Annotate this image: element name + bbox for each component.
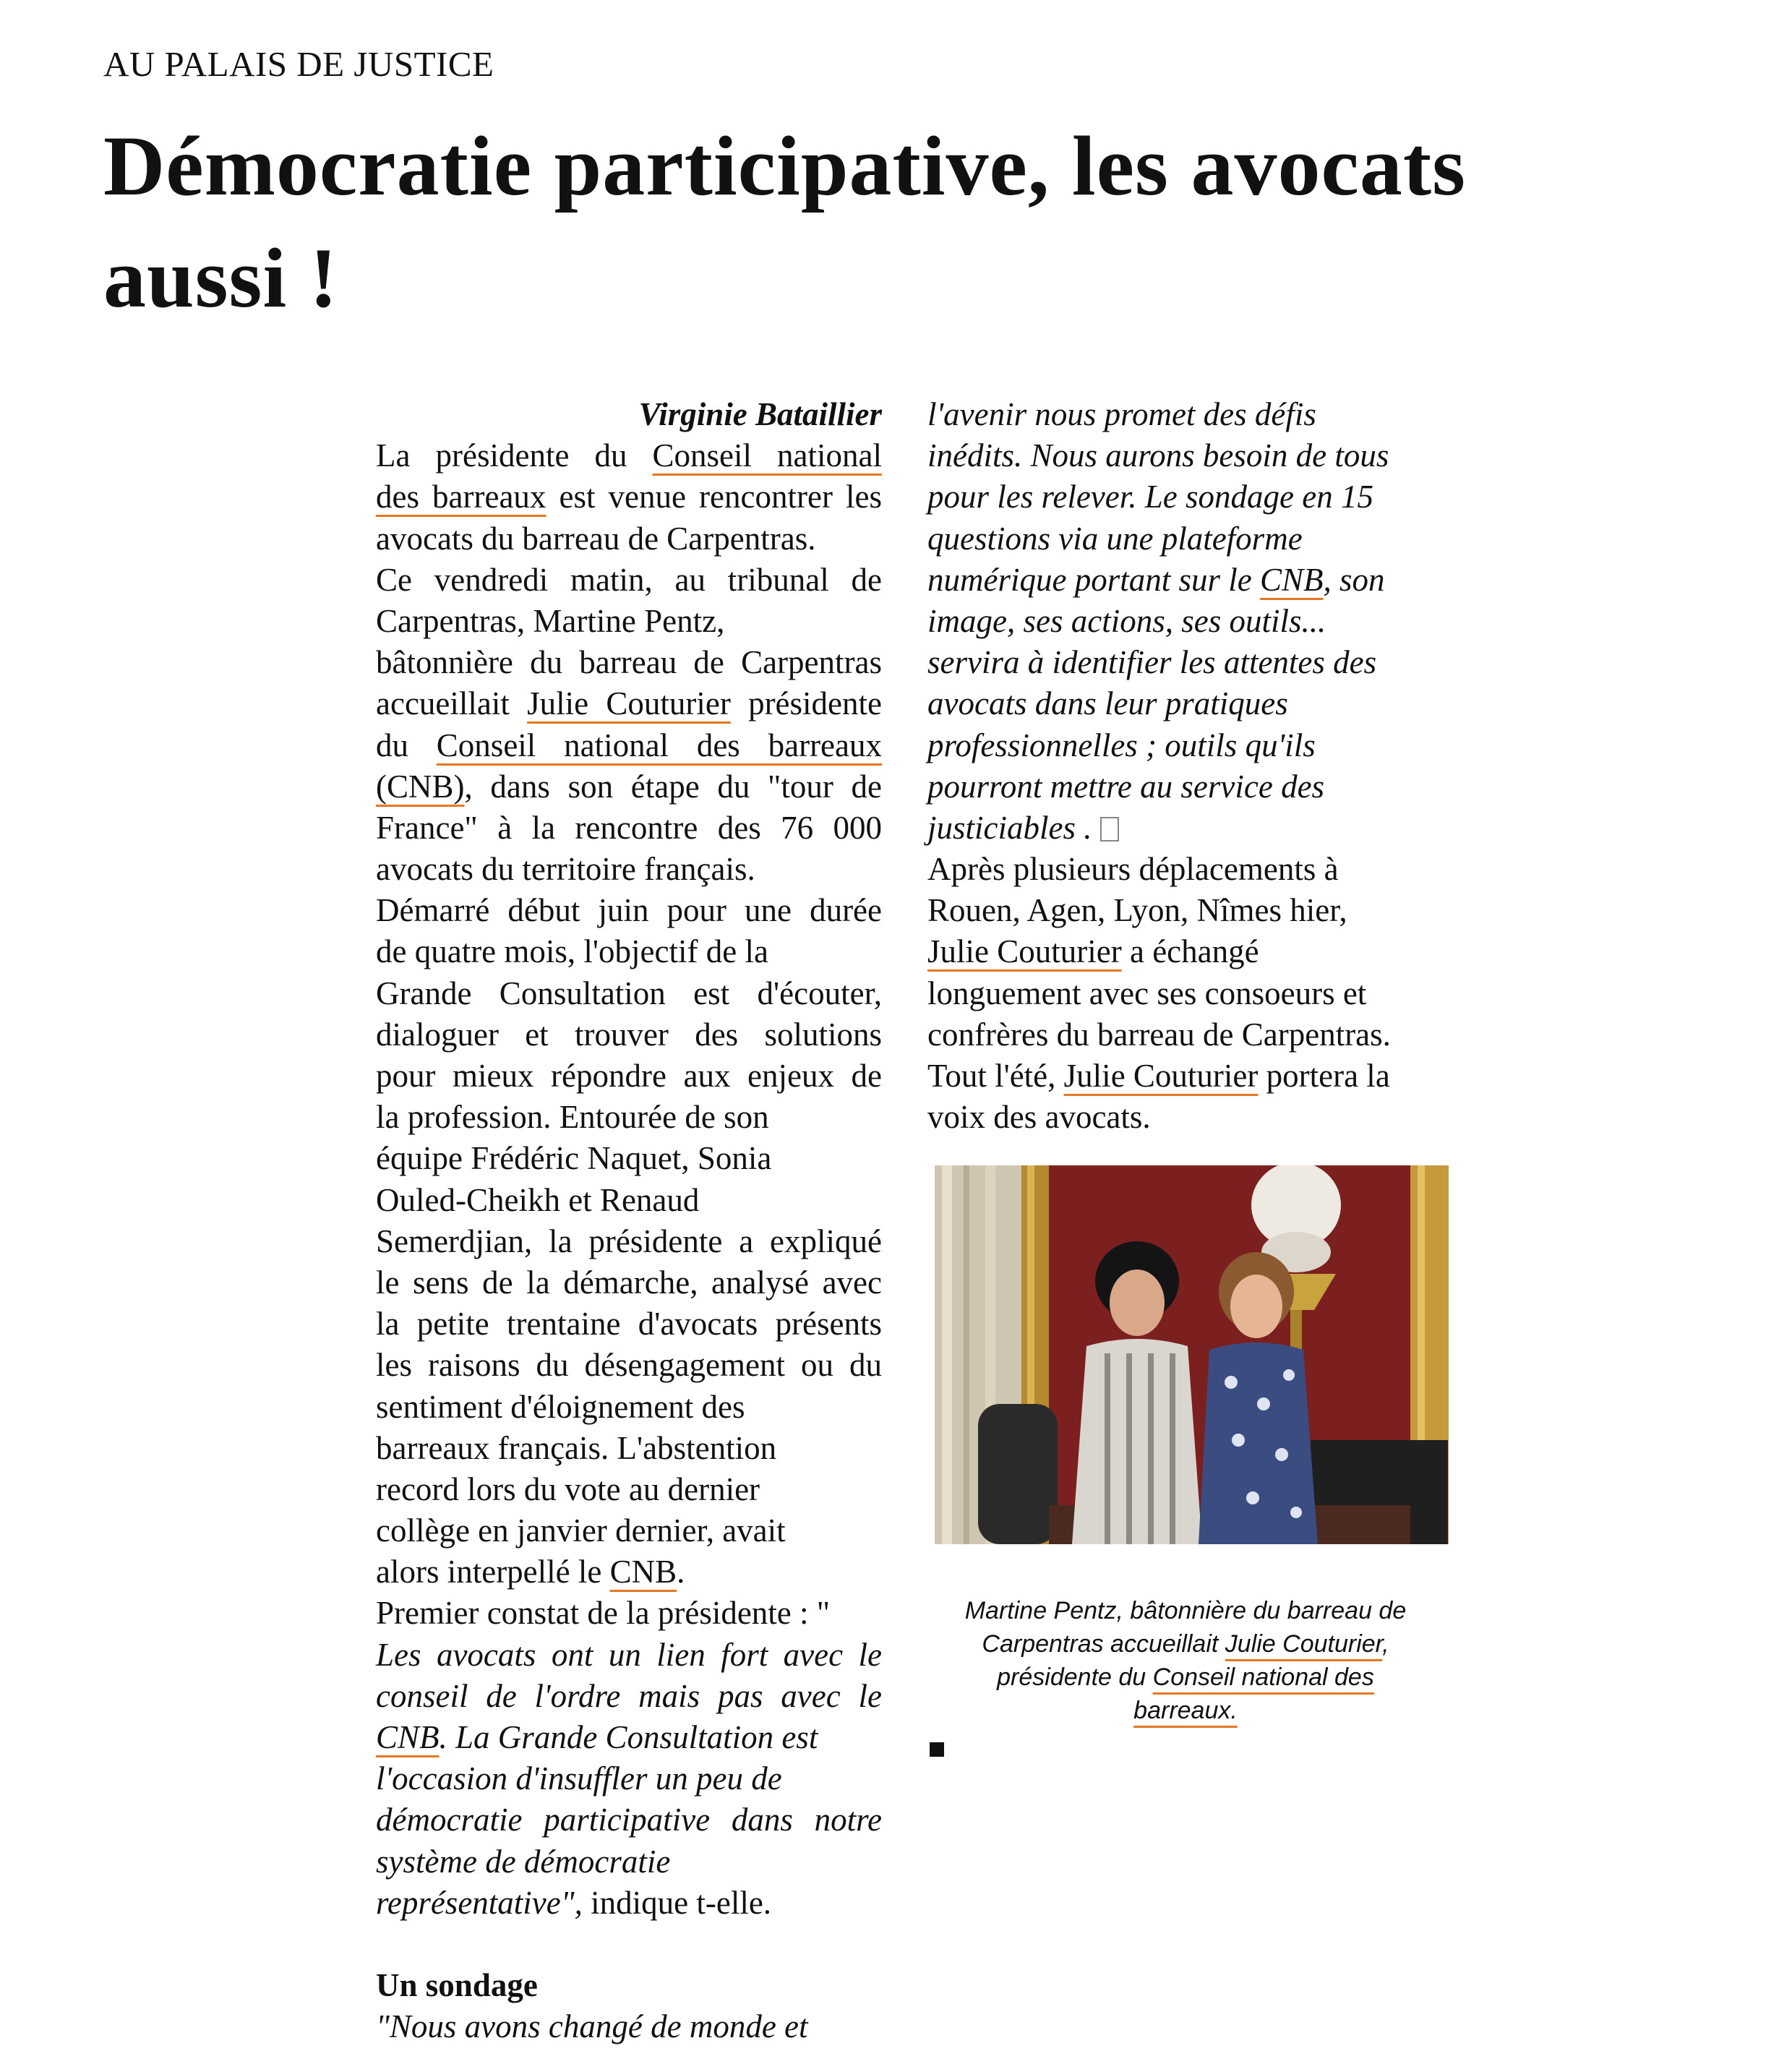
text-line: des barreaux est venue rencontrer les [376, 479, 882, 515]
text-line: record lors du vote au dernier [376, 1470, 760, 1507]
quote-line: pourront mettre au service des [927, 768, 1325, 805]
quote-line: questions via une plateforme [927, 520, 1303, 557]
quote-line: démocratie participative dans notre [376, 1802, 882, 1838]
linked-term[interactable]: CNB [376, 1719, 440, 1755]
quote-line: inédits. Nous aurons besoin de tous [927, 437, 1389, 474]
text-line: la profession. Entourée de son [376, 1099, 769, 1136]
linked-term[interactable]: Julie Couturier [527, 685, 731, 722]
quote-line: pour les relever. Le sondage en 15 [927, 479, 1373, 515]
text-line: du Conseil national des barreaux [376, 727, 882, 763]
headline-line-1: Démocratie participative, les avocats [103, 119, 1467, 213]
text-line: Démarré début juin pour une durée [376, 892, 882, 929]
linked-term[interactable]: Conseil national des [1152, 1663, 1374, 1691]
text-line: avocats du territoire français. [376, 851, 755, 888]
quote-line: l'occasion d'insuffler un peu de [376, 1760, 782, 1797]
text-line: équipe Frédéric Naquet, Sonia [376, 1140, 772, 1177]
text-line: Premier constat de la présidente : " [376, 1595, 831, 1632]
text-line: les raisons du désengagement ou du [376, 1347, 882, 1384]
text-line: le sens de la démarche, analysé avec [376, 1264, 882, 1301]
linked-term[interactable]: barreaux. [1133, 1697, 1238, 1724]
section-rubric: AU PALAIS DE JUSTICE [103, 44, 494, 84]
author-byline: Virginie Bataillier [638, 396, 882, 432]
text-line: confrères du barreau de Carpentras. [927, 1016, 1391, 1053]
end-of-article-mark [930, 1742, 944, 1757]
quote-line: système de démocratie [376, 1843, 671, 1880]
text-line: longuement avec ses consoeurs et [927, 975, 1367, 1011]
linked-term[interactable]: CNB [609, 1554, 677, 1590]
linked-term[interactable]: des barreaux [376, 479, 546, 515]
linked-term[interactable]: Julie Couturier [927, 933, 1122, 970]
text-line: Après plusieurs déplacements à [927, 851, 1339, 888]
text-line: barreaux français. L'abstention [376, 1429, 777, 1466]
text-line: Rouen, Agen, Lyon, Nîmes hier, [927, 892, 1347, 929]
text-line: de quatre mois, l'objectif de la [376, 933, 768, 970]
headline-line-2: aussi ! [103, 231, 339, 325]
article-column-left [376, 394, 882, 2048]
text-line: (CNB), dans son étape du "tour de [376, 768, 882, 805]
quote-line: justiciables . [927, 808, 1477, 849]
caption-line: Martine Pentz, bâtonnière du barreau de [964, 1597, 1407, 1624]
subheading: Un sondage [376, 1967, 538, 2004]
linked-term[interactable]: Julie Couturier [1225, 1630, 1383, 1658]
caption-line [918, 1694, 1453, 1727]
linked-term[interactable]: (CNB) [376, 768, 465, 805]
photo-caption [918, 1594, 1453, 1727]
text-line: avocats du barreau de Carpentras. [376, 520, 816, 557]
quote-line: image, ses actions, ses outils... [927, 602, 1326, 639]
text-line: Grande Consultation est d'écouter, [376, 975, 882, 1011]
text-line: collège en janvier dernier, avait [376, 1512, 786, 1549]
two-women-photo [935, 1165, 1449, 1544]
text-line: accueillait Julie Couturier présidente [376, 685, 882, 722]
headline [103, 110, 1658, 334]
caption-line: Carpentras accueillait Julie Couturier, [982, 1630, 1389, 1658]
quote-line: l'avenir nous promet des défis [927, 396, 1316, 432]
text-line: pour mieux répondre aux enjeux de [376, 1058, 882, 1094]
text-line: Carpentras, Martine Pentz, [376, 602, 725, 639]
text-line: sentiment d'éloignement des [376, 1388, 745, 1425]
text-line: Semerdjian, la présidente a expliqué [376, 1222, 882, 1259]
quote-line: Les avocats ont un lien fort avec le [376, 1636, 882, 1673]
text-line: alors interpellé le CNB. [376, 1554, 685, 1590]
text-line: représentative", indique t-elle. [376, 1884, 772, 1921]
quote-line: professionnelles ; outils qu'ils [927, 727, 1316, 763]
text-line: Tout l'été, Julie Couturier portera la [927, 1058, 1390, 1094]
text-line: voix des avocats. [927, 1099, 1151, 1136]
text-line: la petite trentaine d'avocats présents [376, 1306, 882, 1343]
quote-line: CNB. La Grande Consultation est [376, 1719, 818, 1755]
linked-term[interactable]: Conseil national des barreaux [436, 727, 882, 763]
quote-line: servira à identifier les attentes des [927, 644, 1377, 681]
text-line: France" à la rencontre des 76 000 [376, 809, 882, 846]
quote-line: conseil de l'ordre mais pas avec le [376, 1677, 882, 1714]
text-line: Ouled-Cheikh et Renaud [376, 1181, 700, 1218]
linked-term[interactable]: Conseil national [652, 437, 882, 474]
missing-glyph-icon [1100, 817, 1119, 842]
text-line: La présidente du Conseil national [376, 437, 882, 474]
text-line: Julie Couturier a échangé [927, 933, 1259, 970]
text-line: dialoguer et trouver des solutions [376, 1016, 882, 1053]
caption-line: présidente du Conseil national des [997, 1663, 1374, 1691]
quote-line: numérique portant sur le CNB, son [927, 561, 1385, 598]
article-column-right [927, 394, 1477, 1138]
quote-line: "Nous avons changé de monde et [376, 2008, 808, 2045]
quote-line: avocats dans leur pratiques [927, 685, 1288, 722]
text-line: Ce vendredi matin, au tribunal de [376, 561, 882, 598]
text-line: bâtonnière du barreau de Carpentras [376, 644, 882, 681]
linked-term[interactable]: Julie Couturier [1063, 1058, 1259, 1094]
linked-term[interactable]: CNB [1259, 561, 1324, 598]
